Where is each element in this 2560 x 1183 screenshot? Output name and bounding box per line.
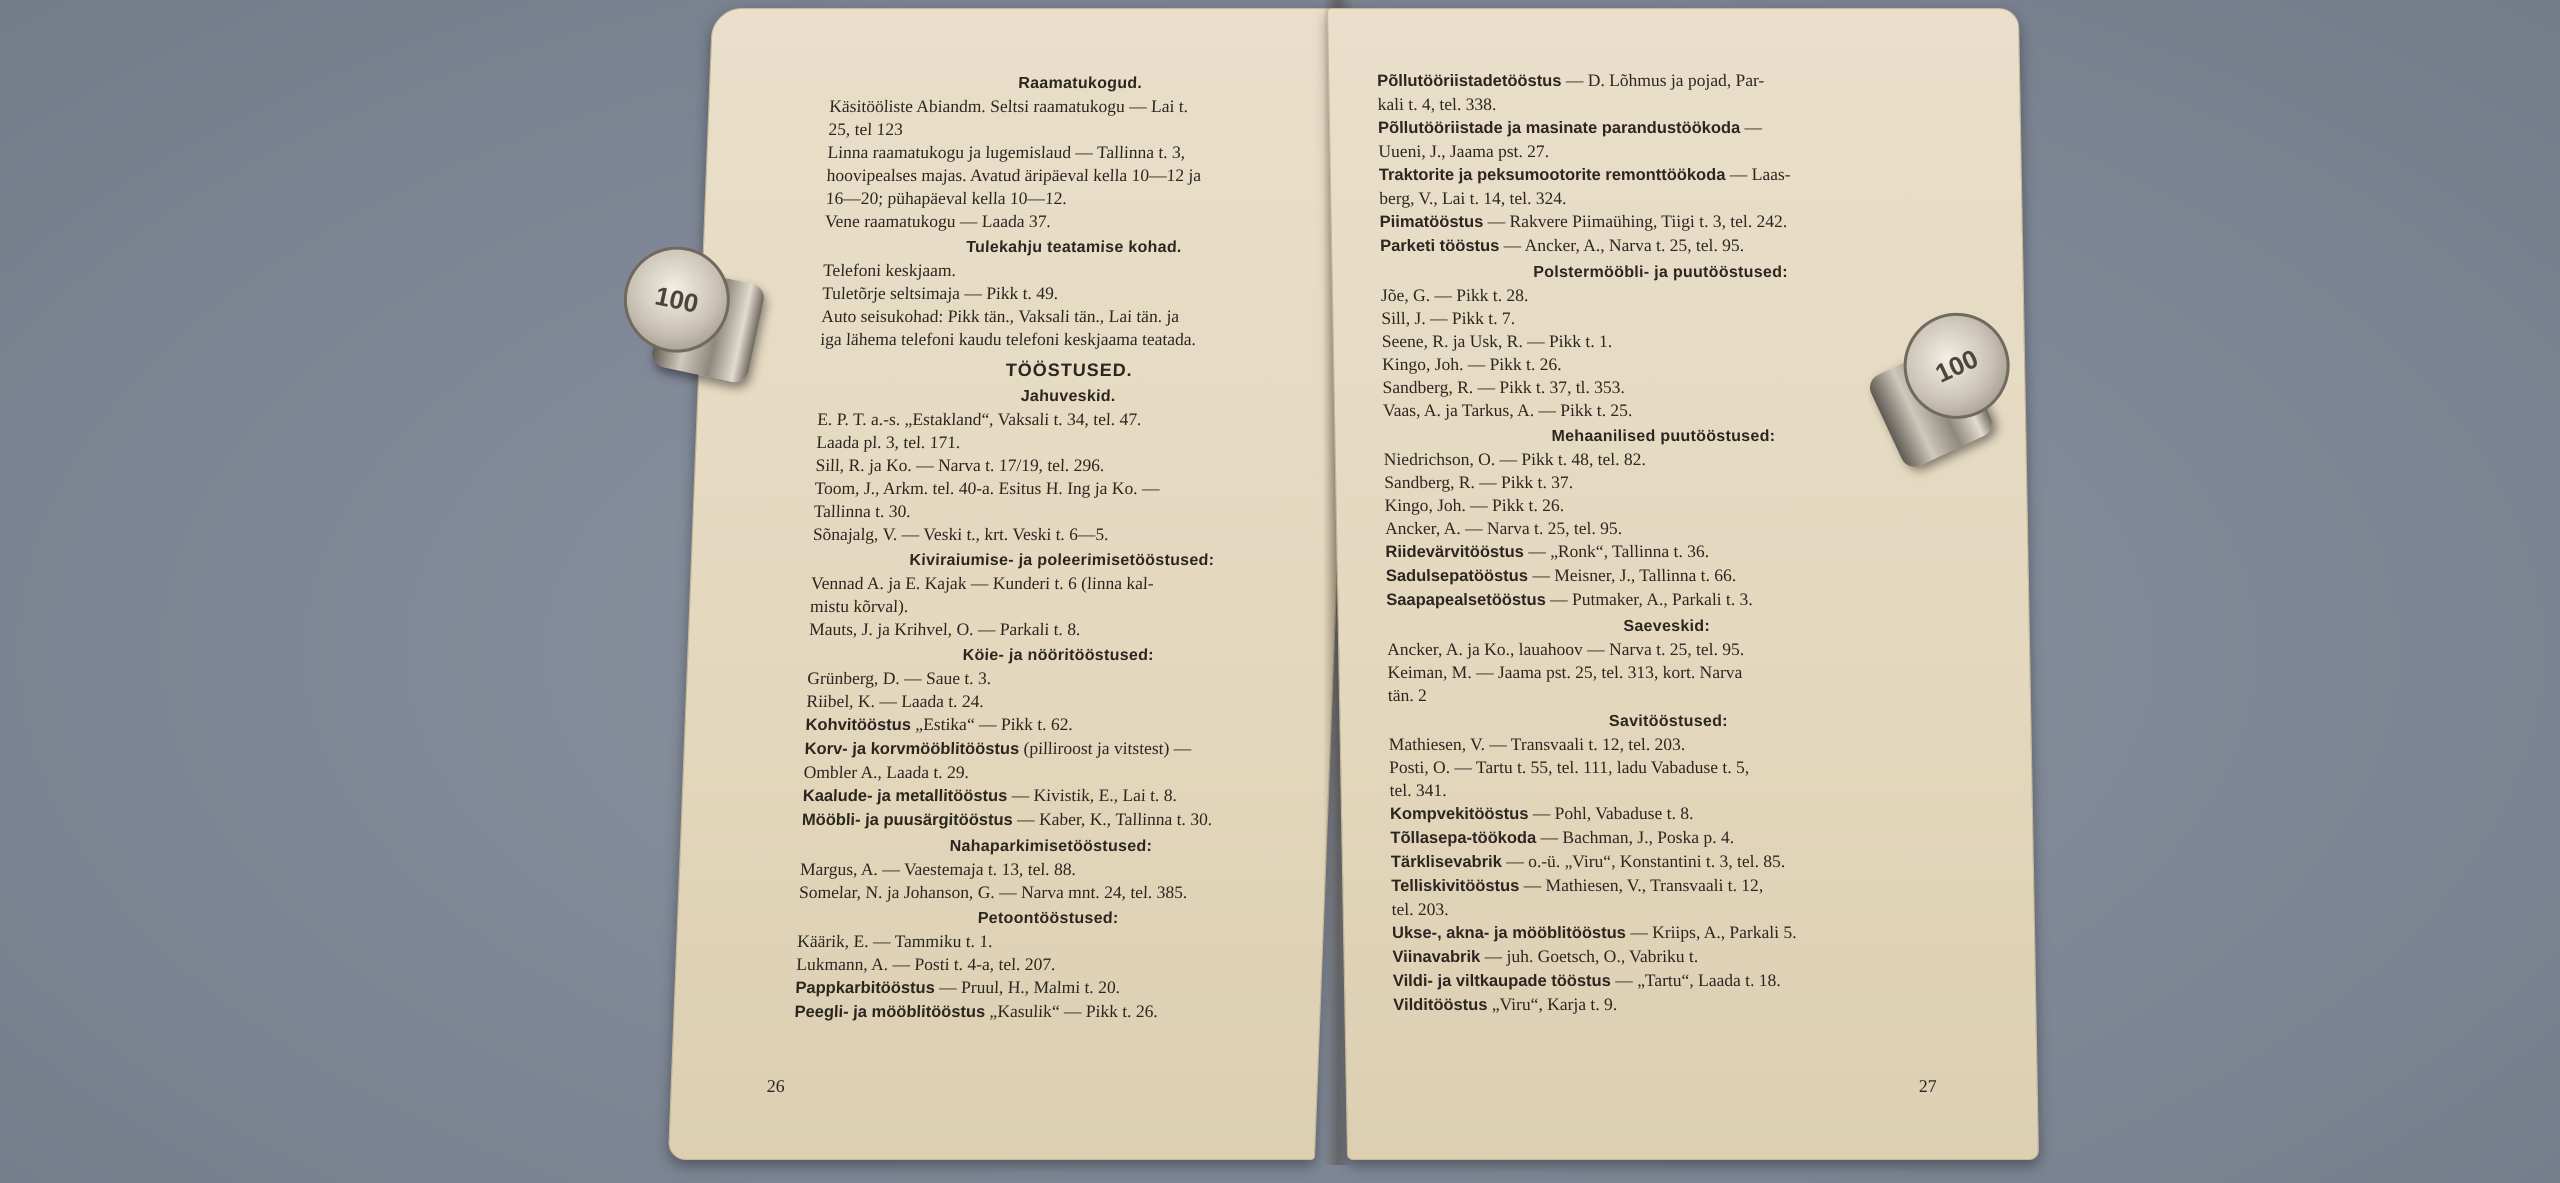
- entry-details: — Pruul, H., Malmi t. 20.: [934, 977, 1121, 997]
- text-line: tän. 2: [1387, 685, 1428, 705]
- category-heading: Kiviraiumise- ja poleerimisetööstused:: [909, 552, 1215, 569]
- text-line: 16—20; pühapäeval kella 10—12.: [825, 188, 1068, 208]
- text-line: Toom, J., Arkm. tel. 40-a. Esitus H. Ing ja Ko. —: [814, 478, 1160, 498]
- entry-title: Tärklisevabrik: [1390, 853, 1503, 871]
- text-line: Ancker, A. ja Ko., lauahoov — Narva t. 25, tel. 95.: [1386, 639, 1745, 659]
- category-heading: Nahaparkimisetööstused:: [949, 838, 1153, 855]
- entry-details: — Kriips, A., Parkali 5.: [1625, 922, 1797, 942]
- entry-line: [1379, 210, 1939, 234]
- category-heading: Köie- ja nööritööstused:: [962, 647, 1155, 664]
- text-line: Riibel, K. — Laada t. 24.: [806, 691, 985, 711]
- text-line: Linna raamatukogu ja lugemislaud — Tallinna t. 3,: [827, 142, 1186, 162]
- text-line: berg, V., Lai t. 14, tel. 324.: [1379, 188, 1567, 208]
- entry-line: [794, 1000, 1295, 1024]
- entry-details: — Bachman, J., Poska p. 4.: [1536, 827, 1735, 847]
- text-line: Käsitööliste Abiandm. Seltsi raamatukogu — Lai t.: [828, 96, 1189, 116]
- category-heading: Mehaanilised puutööstused:: [1551, 428, 1776, 445]
- text-line: iga lähema telefoni kaudu telefoni keskjaama teatada.: [820, 329, 1197, 349]
- entry-details: (pilliroost ja vitstest) —: [1018, 738, 1192, 758]
- entry-details: — Kivistik, E., Lai t. 8.: [1006, 785, 1178, 805]
- entry-line: [1380, 234, 1940, 258]
- entry-details: — juh. Goetsch, O., Vabriku t.: [1480, 946, 1699, 966]
- section-heading: TÖÖSTUSED.: [1005, 360, 1134, 380]
- weight-cap-label: 100: [1886, 295, 2027, 436]
- category-heading: Petoontööstused:: [977, 910, 1119, 927]
- entry-line: [804, 737, 1305, 761]
- text-line: tel. 203.: [1391, 899, 1449, 919]
- category-heading: Polstermööbli- ja puutööstused:: [1533, 264, 1789, 281]
- entry-line: [801, 808, 1302, 832]
- entry-title: Tõllasepa-töökoda: [1390, 829, 1537, 847]
- entry-details: — Pohl, Vabaduse t. 8.: [1528, 803, 1694, 823]
- entry-details: — Putmaker, A., Parkali t. 3.: [1545, 589, 1753, 609]
- text-line: mistu kõrval).: [809, 596, 909, 616]
- entry-title: Mööbli- ja puusärgitööstus: [801, 811, 1014, 829]
- text-line: Uueni, J., Jaama pst. 27.: [1378, 141, 1550, 161]
- entry-title: Kompvekitööstus: [1389, 805, 1529, 823]
- entry-title: Telliskivitööstus: [1391, 877, 1520, 895]
- entry-title: Kaalude- ja metallitööstus: [802, 787, 1008, 805]
- category-heading: Raamatukogud.: [1017, 75, 1143, 92]
- entry-details: —: [1740, 117, 1763, 137]
- right-page-number: 27: [1918, 1076, 1937, 1096]
- text-line: Telefoni keskjaam.: [822, 260, 957, 280]
- entry-title: Põllutööriistadetööstus: [1377, 72, 1562, 90]
- entry-title: Saapapealsetööstus: [1386, 591, 1546, 609]
- entry-line: [1393, 993, 1953, 1017]
- entry-line: [795, 976, 1296, 1000]
- left-page-text: [794, 69, 1331, 1024]
- entry-details: — „Ronk“, Tallinna t. 36.: [1523, 541, 1710, 561]
- entry-line: [1386, 564, 1946, 588]
- text-line: Vene raamatukogu — Laada 37.: [824, 211, 1052, 231]
- entry-line: [1390, 826, 1950, 850]
- entry-details: — „Tartu“, Laada t. 18.: [1610, 970, 1781, 990]
- entry-details: — Mathiesen, V., Transvaali t. 12,: [1519, 875, 1764, 895]
- text-line: Margus, A. — Vaestemaja t. 13, tel. 88.: [799, 859, 1077, 879]
- text-line: hoovipealses majas. Avatud äripäeval kella 10—12 ja: [826, 165, 1202, 185]
- entry-line: [1378, 116, 1938, 140]
- right-page: [1327, 8, 2039, 1160]
- weight-cap-label: 100: [614, 237, 740, 363]
- text-line: Sill, J. — Pikk t. 7.: [1381, 308, 1516, 328]
- text-line: Lukmann, A. — Posti t. 4-a, tel. 207.: [796, 954, 1056, 974]
- category-heading: Jahuveskid.: [1020, 388, 1116, 405]
- text-line: Laada pl. 3, tel. 171.: [816, 432, 961, 452]
- text-line: E. P. T. a.-s. „Estakland“, Vaksali t. 34, tel. 47.: [816, 409, 1142, 429]
- text-line: Auto seisukohad: Pikk tän., Vaksali tän., Lai tän. ja: [820, 306, 1180, 326]
- entry-details: — Kaber, K., Tallinna t. 30.: [1012, 809, 1213, 829]
- text-line: Tallinna t. 30.: [813, 501, 912, 521]
- entry-title: Viinavabrik: [1392, 948, 1481, 966]
- entry-line: [802, 784, 1303, 808]
- entry-line: [1379, 163, 1939, 187]
- entry-title: Vildi- ja viltkaupade tööstus: [1392, 972, 1612, 990]
- entry-line: [1393, 969, 1953, 993]
- entry-line: [1390, 802, 1950, 826]
- entry-title: Korv- ja korvmööblitööstus: [804, 740, 1020, 758]
- entry-details: — Laas-: [1725, 164, 1791, 184]
- entry-title: Pappkarbitööstus: [795, 979, 936, 997]
- text-line: Käärik, E. — Tammiku t. 1.: [796, 931, 993, 951]
- text-line: Seene, R. ja Usk, R. — Pikk t. 1.: [1381, 331, 1613, 351]
- entry-line: [1392, 945, 1952, 969]
- right-page-text: [1377, 69, 1954, 1017]
- entry-title: Peegli- ja mööblitööstus: [794, 1003, 986, 1021]
- category-heading: Tulekahju teatamise kohad.: [965, 239, 1183, 256]
- text-line: Grünberg, D. — Saue t. 3.: [807, 668, 992, 688]
- left-page: [668, 8, 1359, 1160]
- entry-details: „Kasulik“ — Pikk t. 26.: [984, 1001, 1159, 1021]
- text-line: Mathiesen, V. — Transvaali t. 12, tel. 203.: [1388, 734, 1686, 754]
- entry-line: [1377, 69, 1937, 93]
- open-booklet: [685, 0, 2045, 1170]
- text-line: Kingo, Joh. — Pikk t. 26.: [1381, 354, 1562, 374]
- text-line: Niedrichson, O. — Pikk t. 48, tel. 82.: [1383, 449, 1646, 469]
- text-line: Jõe, G. — Pikk t. 28.: [1380, 285, 1529, 305]
- text-line: kali t. 4, tel. 338.: [1377, 94, 1497, 114]
- text-line: Vennad A. ja E. Kajak — Kunderi t. 6 (linna kal-: [810, 573, 1155, 593]
- entry-title: Sadulsepatööstus: [1385, 567, 1529, 585]
- text-line: Sandberg, R. — Pikk t. 37.: [1384, 472, 1574, 492]
- entry-line: [1386, 588, 1946, 612]
- entry-details: — D. Lõhmus ja pojad, Par-: [1561, 70, 1765, 90]
- entry-title: Traktorite ja peksumootorite remonttöökoda: [1378, 166, 1726, 184]
- left-page-number: 26: [766, 1076, 786, 1096]
- text-line: Tuletõrje seltsimaja — Pikk t. 49.: [821, 283, 1059, 303]
- text-line: Somelar, N. ja Johanson, G. — Narva mnt. 24, tel. 385.: [798, 882, 1188, 902]
- entry-details: — o.-ü. „Viru“, Konstantini t. 3, tel. 85.: [1501, 851, 1786, 871]
- text-line: Keiman, M. — Jaama pst. 25, tel. 313, kort. Narva: [1387, 662, 1743, 682]
- entry-details: — Meisner, J., Tallinna t. 66.: [1527, 565, 1737, 585]
- entry-line: [1391, 850, 1951, 874]
- entry-line: [1392, 921, 1952, 945]
- entry-title: Piimatööstus: [1379, 213, 1484, 231]
- text-line: Sill, R. ja Ko. — Narva t. 17/19, tel. 296.: [815, 455, 1105, 475]
- entry-line: [805, 713, 1306, 737]
- text-line: Sandberg, R. — Pikk t. 37, tl. 353.: [1382, 377, 1626, 397]
- text-line: Mauts, J. ja Krihvel, O. — Parkali t. 8.: [808, 619, 1081, 639]
- entry-title: Ukse-, akna- ja mööblitööstus: [1391, 924, 1627, 942]
- entry-title: Parketi tööstus: [1379, 237, 1500, 255]
- entry-details: — Rakvere Piimaühing, Tiigi t. 3, tel. 242.: [1483, 211, 1788, 231]
- entry-details: „Viru“, Karja t. 9.: [1487, 994, 1618, 1014]
- text-line: Vaas, A. ja Tarkus, A. — Pikk t. 25.: [1382, 400, 1633, 420]
- entry-title: Põllutööriistade ja masinate parandustöökoda: [1377, 119, 1741, 137]
- entry-details: „Estika“ — Pikk t. 62.: [910, 714, 1074, 734]
- entry-line: [1385, 540, 1945, 564]
- text-line: 25, tel 123: [828, 119, 904, 139]
- entry-title: Riidevärvitööstus: [1385, 543, 1525, 561]
- entry-line: [1391, 874, 1951, 898]
- text-line: Kingo, Joh. — Pikk t. 26.: [1384, 495, 1565, 515]
- category-heading: Savitööstused:: [1608, 713, 1728, 730]
- entry-title: Kohvitööstus: [805, 716, 912, 734]
- text-line: Ombler A., Laada t. 29.: [803, 762, 970, 782]
- text-line: Sõnajalg, V. — Veski t., krt. Veski t. 6—5.: [812, 524, 1110, 544]
- text-line: Ancker, A. — Narva t. 25, tel. 95.: [1384, 518, 1623, 538]
- entry-title: Vilditööstus: [1393, 996, 1488, 1014]
- text-line: tel. 341.: [1389, 780, 1447, 800]
- text-line: Posti, O. — Tartu t. 55, tel. 111, ladu Vabaduse t. 5,: [1389, 757, 1750, 777]
- entry-details: — Ancker, A., Narva t. 25, tel. 95.: [1499, 235, 1745, 255]
- category-heading: Saeveskid:: [1623, 618, 1711, 635]
